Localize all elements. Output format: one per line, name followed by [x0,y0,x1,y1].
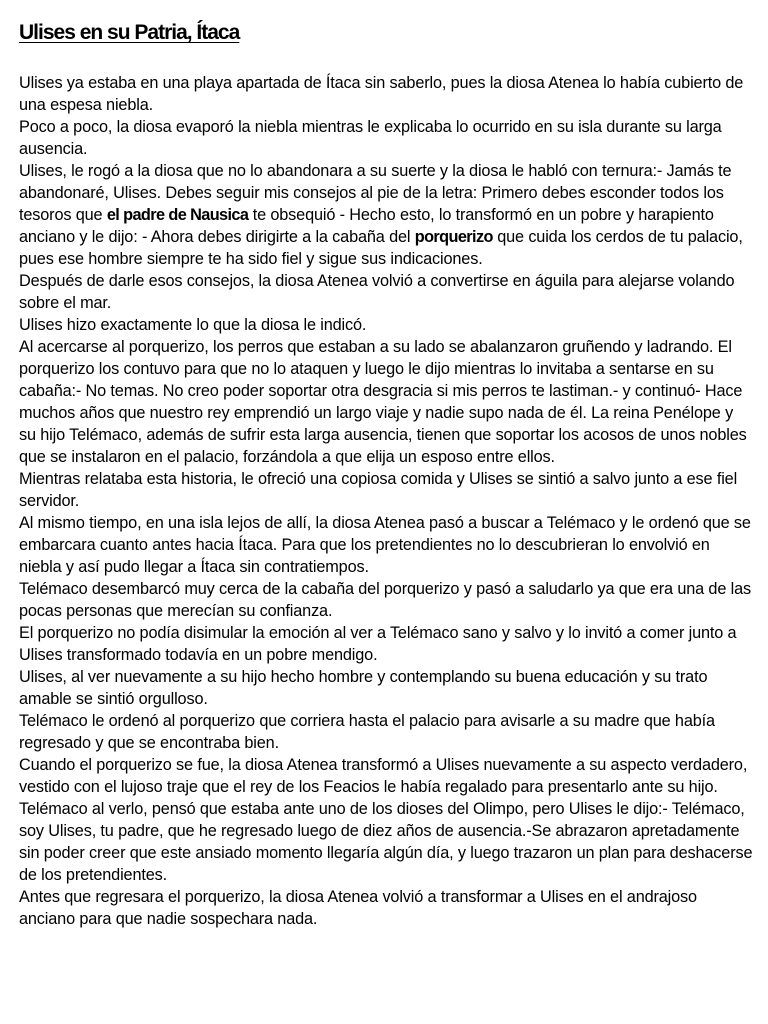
paragraph-3-text-a: Ulises, le rogó a la diosa que no lo abandonara a su suerte y la diosa le habló con ternura:- Jamás te abandonaré, Ulises. Debes seguir mis consejos al pie de la letra: Primero debes esconder todos los tesoros que [19,162,732,224]
paragraph-5: Ulises hizo exactamente lo que la diosa le indicó. [19,316,367,334]
paragraph-3 [19,160,754,270]
document-body [19,72,754,930]
paragraph-4: Después de darle esos consejos, la diosa Atenea volvió a convertirse en águila para alejarse volando sobre el mar. [19,272,735,312]
paragraph-8: Al mismo tiempo, en una isla lejos de allí, la diosa Atenea pasó a buscar a Telémaco y le ordenó que se embarcara cuanto antes hacia Ítaca. Para que los pretendientes no lo descubrieran lo envolvió en niebla y así pudo llegar a Ítaca sin contratiempos. [19,514,751,576]
paragraph-10: El porquerizo no podía disimular la emoción al ver a Telémaco sano y salvo y lo invitó a comer junto a Ulises transformado todavía en un pobre mendigo. [19,624,737,664]
paragraph-6: Al acercarse al porquerizo, los perros que estaban a su lado se abalanzaron gruñendo y ladrando. El porquerizo los contuvo para que no lo ataquen y luego le dijo mientras lo invitaba a sentarse en su cabaña:- No temas. No creo poder soportar otra desgracia si mis perros te lastiman.- y continuó- Hace muchos años que nuestro rey emprendió un largo viaje y nadie supo nada de él. La reina Penélope y su hijo Telémaco, además de sufrir esta larga ausencia, tienen que soportar los acosos de unos nobles que se instalaron en el palacio, forzándola a que elija un esposo entre ellos. [19,338,747,466]
bold-term-padre-de-nausica: el padre de Nausica [106,206,249,224]
document-page [19,20,754,930]
paragraph-14: Antes que regresara el porquerizo, la diosa Atenea volvió a transformar a Ulises en el andrajoso anciano para que nadie sospechara nada. [19,888,697,928]
bold-term-porquerizo: porquerizo [414,228,493,246]
paragraph-7: Mientras relataba esta historia, le ofreció una copiosa comida y Ulises se sintió a salvo junto a ese fiel servidor. [19,470,738,510]
paragraph-13: Cuando el porquerizo se fue, la diosa Atenea transformó a Ulises nuevamente a su aspecto verdadero, vestido con el lujoso traje que el rey de los Feacios le había regalado para presentarlo ante su hijo. Telémaco al verlo, pensó que estaba ante uno de los dioses del Olimpo, pero Ulises le dijo:- Telémaco, soy Ulises, tu padre, que he regresado luego de diez años de ausencia.-Se abrazaron apretadamente sin poder creer que este ansiado momento llegaría algún día, y luego trazaron un plan para deshacerse de los pretendientes. [19,756,753,884]
paragraph-9: Telémaco desembarcó muy cerca de la cabaña del porquerizo y pasó a saludarlo ya que era una de las pocas personas que merecían su confianza. [19,580,751,620]
paragraph-3-text-c: que cuida los cerdos de tu palacio, pues ese hombre siempre te ha sido fiel y sigue sus indicaciones. [19,228,743,268]
paragraph-3-text-b: te obsequió - Hecho esto, lo transformó en un pobre y harapiento anciano y le dijo: - Ahora debes dirigirte a la cabaña del [19,206,714,246]
paragraph-12: Telémaco le ordenó al porquerizo que corriera hasta el palacio para avisarle a su madre que había regresado y que se encontraba bien. [19,712,715,752]
paragraph-11: Ulises, al ver nuevamente a su hijo hecho hombre y contemplando su buena educación y su trato amable se sintió orgulloso. [19,668,708,708]
paragraph-2: Poco a poco, la diosa evaporó la niebla mientras le explicaba lo ocurrido en su isla durante su larga ausencia. [19,118,722,158]
document-title: Ulises en su Patria, Ítaca [19,21,240,44]
paragraph-1: Ulises ya estaba en una playa apartada de Ítaca sin saberlo, pues la diosa Atenea lo había cubierto de una espesa niebla. [19,74,744,114]
